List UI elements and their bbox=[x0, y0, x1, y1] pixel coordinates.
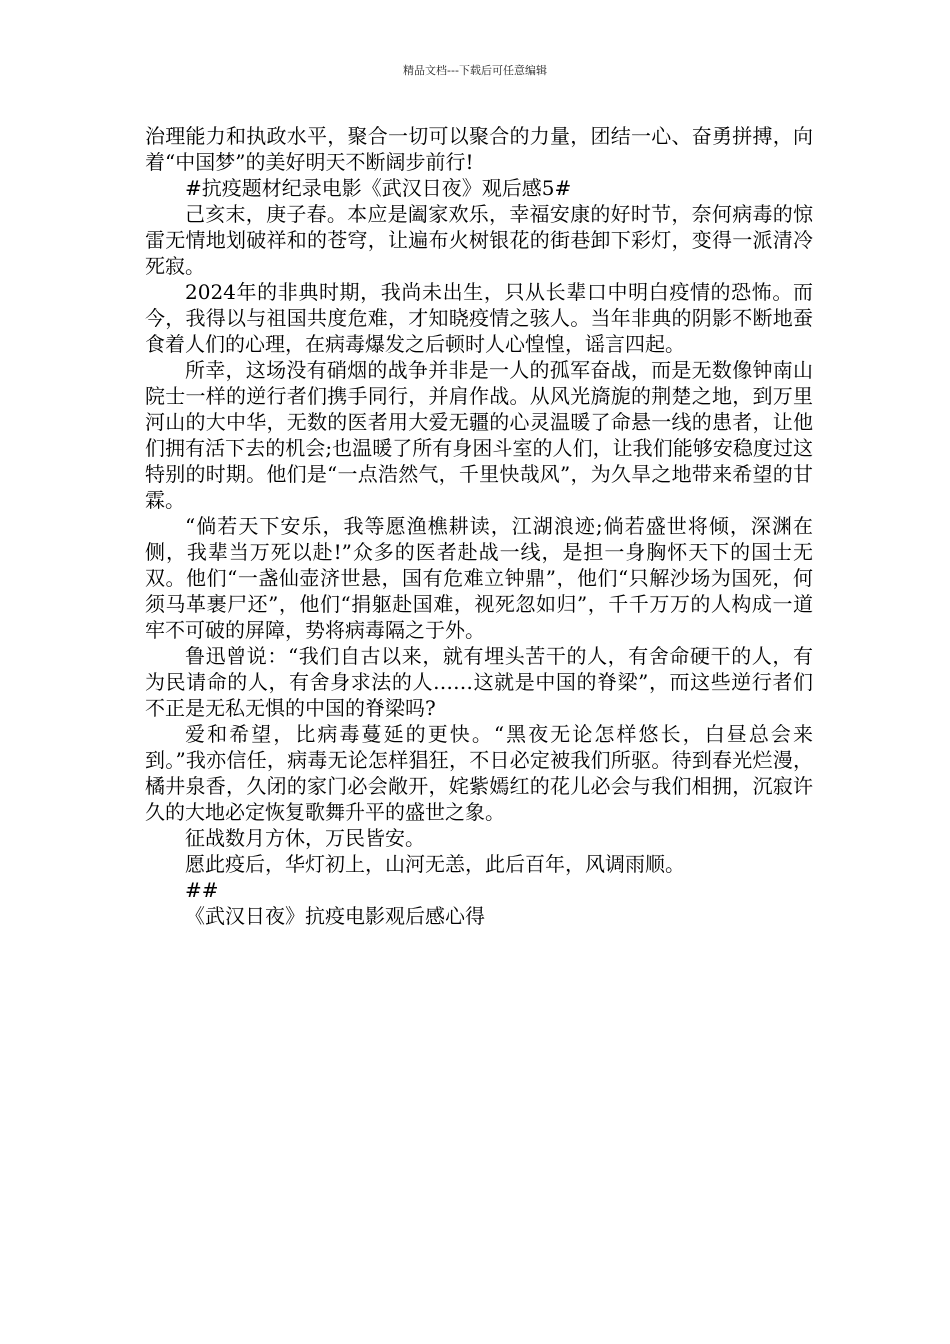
separator-text: ## bbox=[185, 878, 219, 902]
paragraph: 2024年的非典时期，我尚未出生，只从长辈口中明白疫情的恐怖。而今，我得以与祖国共度危难，才知晓疫情之骇人。当年非典的阴影不断地蚕食着人们的心理，在病毒爆发之后顿时人心惶惶，谣言四起。 bbox=[145, 280, 813, 356]
paragraph: 所幸，这场没有硝烟的战争并非是一人的孤军奋战，而是无数像钟南山院士一样的逆行者们携手同行，并肩作战。从风光旖旎的荆楚之地，到万里河山的大中华，无数的医者用大爱无疆的心灵温暖了命悬一线的患者，让他们拥有活下去的机会;也温暖了所有身困斗室的人们，让我们能够安稳度过这特别的时期。他们是“一点浩然气，千里快哉风”，为久旱之地带来希望的甘霖。 bbox=[145, 358, 813, 512]
document-body bbox=[145, 123, 813, 929]
paragraph: “倘若天下安乐，我等愿渔樵耕读，江湖浪迹;倘若盛世将倾，深渊在侧，我辈当万死以赴!”众多的医者赴战一线，是担一身胸怀天下的国士无双。他们“一盏仙壶济世悬，国有危难立钟鼎”，他们“只解沙场为国死，何须马革裹尸还”，他们“捐躯赴国难，视死忽如归”，千千万万的人构成一道牢不可破的屏障，势将病毒隔之于外。 bbox=[145, 514, 813, 642]
page-header: 精品文档---下载后可任意编辑 bbox=[403, 64, 547, 77]
paragraph: 爱和希望，比病毒蔓延的更快。“黑夜无论怎样悠长，白昼总会来到。”我亦信任，病毒无论怎样猖狂，不日必定被我们所驱。待到春光烂漫，橘井泉香，久闭的家门必会敞开，姹紫嫣红的花儿必会与我们相拥，沉寂许久的大地必定恢复歌舞升平的盛世之象。 bbox=[145, 722, 813, 824]
paragraph: 己亥末，庚子春。本应是阖家欢乐，幸福安康的好时节，奈何病毒的惊雷无情地划破祥和的苍穹，让遍布火树银花的街巷卸下彩灯，变得一派清冷死寂。 bbox=[145, 202, 813, 278]
paragraph: 愿此疫后，华灯初上，山河无恙，此后百年，风调雨顺。 bbox=[185, 852, 685, 876]
closing-title: 《武汉日夜》抗疫电影观后感心得 bbox=[185, 904, 485, 928]
section-heading: #抗疫题材纪录电影《武汉日夜》观后感5# bbox=[185, 176, 572, 200]
paragraph: 治理能力和执政水平，聚合一切可以聚合的力量，团结一心、奋勇拼搏，向着“中国梦”的美好明天不断阔步前行! bbox=[145, 124, 813, 174]
paragraph: 征战数月方休，万民皆安。 bbox=[185, 826, 425, 850]
paragraph: 鲁迅曾说：“我们自古以来，就有埋头苦干的人，有舍命硬干的人，有为民请命的人，有舍身求法的人……这就是中国的脊梁”，而这些逆行者们不正是无私无惧的中国的脊梁吗? bbox=[145, 644, 813, 720]
